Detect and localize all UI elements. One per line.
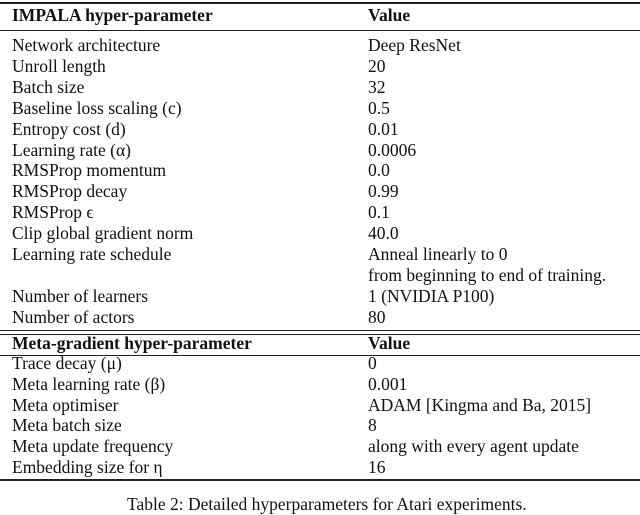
value-cell: 8: [368, 415, 377, 436]
parameter-cell: Clip global gradient norm: [12, 223, 194, 244]
table-row: [12, 35, 640, 56]
value-cell: 32: [368, 76, 386, 97]
table-row: [12, 140, 640, 161]
table-row: [12, 265, 640, 286]
parameter-cell: Learning rate (α): [12, 139, 131, 160]
table-row: [12, 223, 640, 244]
top-rule: [0, 2, 640, 4]
parameter-cell: Trace decay (μ): [12, 353, 122, 373]
value-cell: 0.1: [368, 202, 390, 223]
table-header-row: [12, 333, 640, 354]
table-row: [12, 353, 640, 374]
value-cell: 40.0: [368, 223, 399, 244]
parameter-cell: Baseline loss scaling (c): [12, 97, 182, 118]
value-cell: from beginning to end of training.: [368, 264, 607, 285]
value-cell: ADAM [Kingma and Ba, 2015]: [368, 394, 592, 415]
value-cell: along with every agent update: [368, 436, 579, 457]
value-cell: 0.001: [368, 373, 408, 394]
table-row: [12, 244, 640, 265]
table-row: [12, 160, 640, 181]
table-row: [12, 395, 640, 416]
table-header-row: [12, 5, 640, 26]
table-row: [12, 286, 640, 307]
table-row: [12, 181, 640, 202]
value-cell: Anneal linearly to 0: [368, 244, 508, 264]
parameter-cell: RMSProp ϵ: [12, 202, 94, 223]
value-cell: 0.01: [368, 118, 399, 139]
table-row: [12, 56, 640, 77]
parameter-cell: Meta optimiser: [12, 394, 119, 415]
parameter-cell: RMSProp decay: [12, 181, 128, 202]
parameter-cell: Meta batch size: [12, 415, 122, 436]
value-cell: 0.5: [368, 97, 390, 118]
parameter-cell: Embedding size for η: [12, 457, 163, 477]
parameter-cell: Network architecture: [12, 35, 161, 55]
table-row: [12, 202, 640, 223]
parameter-cell: Unroll length: [12, 55, 106, 76]
parameter-cell: Meta-gradient hyper-parameter: [12, 333, 252, 353]
parameter-cell: Meta update frequency: [12, 436, 174, 457]
section-rule-top: [0, 330, 640, 331]
table-row: [12, 457, 640, 478]
table-row: [12, 436, 640, 457]
parameter-cell: IMPALA hyper-parameter: [12, 5, 213, 25]
parameter-cell: Learning rate schedule: [12, 244, 172, 264]
value-cell: 0.0: [368, 160, 390, 181]
table-row: [12, 98, 640, 119]
table-row: [12, 374, 640, 395]
table-row: [12, 119, 640, 140]
table-caption: Table 2: Detailed hyperparameters for Atari experiments.: [127, 494, 527, 514]
table-row: [12, 77, 640, 98]
value-cell: 0.99: [368, 181, 399, 202]
value-cell: 0: [368, 353, 377, 373]
value-cell: 16: [368, 457, 386, 477]
value-cell: 1 (NVIDIA P100): [368, 285, 495, 306]
value-cell: Value: [368, 333, 411, 353]
header-rule: [0, 30, 640, 31]
value-cell: 80: [368, 306, 386, 327]
bottom-rule: [0, 479, 640, 481]
value-cell: Deep ResNet: [368, 35, 461, 55]
value-cell: 20: [368, 55, 386, 76]
parameter-cell: Number of learners: [12, 285, 149, 306]
value-cell: 0.0006: [368, 139, 417, 160]
parameter-cell: Meta learning rate (β): [12, 373, 166, 394]
value-cell: Value: [368, 5, 411, 25]
table-row: [12, 415, 640, 436]
parameter-cell: Number of actors: [12, 306, 135, 327]
parameter-cell: Entropy cost (d): [12, 118, 126, 139]
parameter-cell: RMSProp momentum: [12, 160, 167, 181]
parameter-cell: Batch size: [12, 76, 85, 97]
table-row: [12, 307, 640, 328]
